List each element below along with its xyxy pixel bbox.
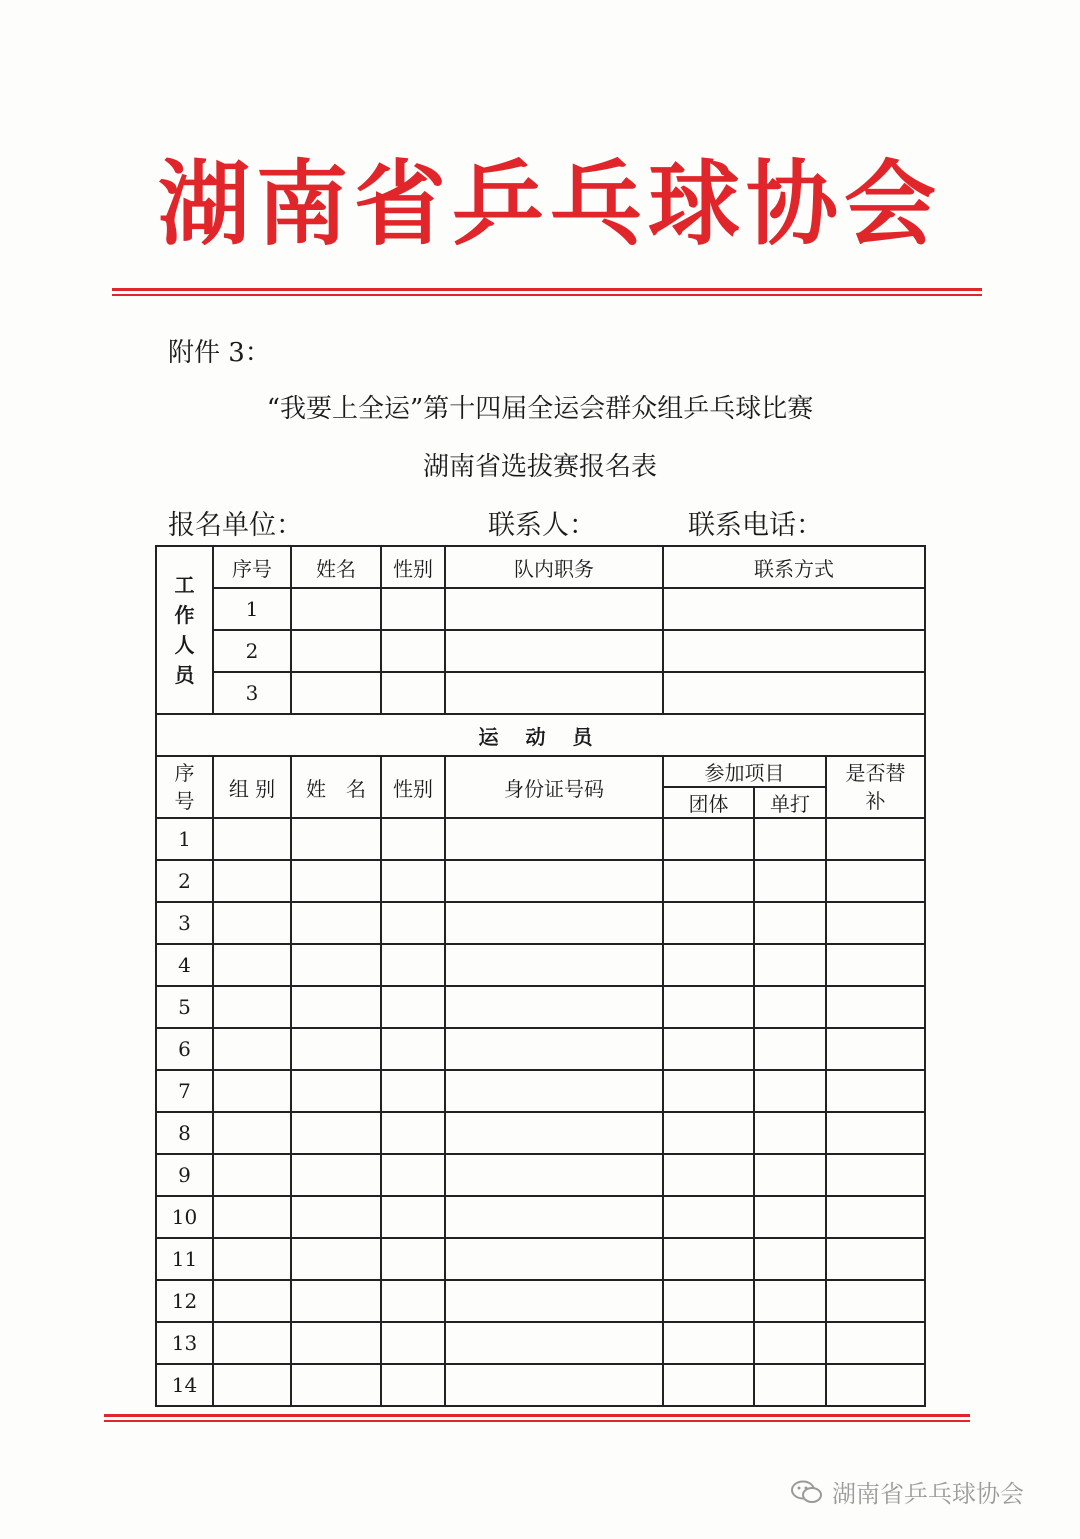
athlete-substitute-cell[interactable] <box>826 1112 925 1154</box>
athlete-row-no: 6 <box>156 1028 213 1070</box>
athlete-gender-cell[interactable] <box>381 986 445 1028</box>
athlete-single-cell[interactable] <box>754 860 826 902</box>
athlete-row <box>156 860 925 902</box>
athlete-team-cell[interactable] <box>663 1028 754 1070</box>
athlete-team-cell[interactable] <box>663 1112 754 1154</box>
athlete-row <box>156 1154 925 1196</box>
athlete-single-cell[interactable] <box>754 1028 826 1070</box>
athlete-single-cell[interactable] <box>754 986 826 1028</box>
staff-row <box>156 630 925 672</box>
athlete-team-cell[interactable] <box>663 1196 754 1238</box>
doc-subtitle: 湖南省选拔赛报名表 <box>422 452 657 482</box>
athlete-group-cell[interactable] <box>213 1280 291 1322</box>
athlete-row <box>156 818 925 860</box>
athlete-substitute-cell[interactable] <box>826 1322 925 1364</box>
athlete-row-no: 5 <box>156 986 213 1028</box>
athletes-section-label: 运 动 员 <box>156 714 925 756</box>
athlete-id-cell[interactable] <box>445 986 663 1028</box>
staff-gender-cell[interactable] <box>381 630 445 672</box>
athlete-row <box>156 986 925 1028</box>
athlete-row-no: 13 <box>156 1322 213 1364</box>
athlete-row <box>156 902 925 944</box>
athlete-row-no: 12 <box>156 1280 213 1322</box>
athlete-team-header: 团体 <box>663 787 754 818</box>
athlete-row-no: 10 <box>156 1196 213 1238</box>
athlete-name-cell[interactable] <box>291 944 381 986</box>
athlete-id-cell[interactable] <box>445 1112 663 1154</box>
athlete-row <box>156 1196 925 1238</box>
athlete-single-cell[interactable] <box>754 944 826 986</box>
athlete-single-cell[interactable] <box>754 1322 826 1364</box>
athlete-id-cell[interactable] <box>445 1196 663 1238</box>
contact-field-label: 联系人： <box>488 510 596 541</box>
staff-row <box>156 588 925 630</box>
athlete-gender-cell[interactable] <box>381 860 445 902</box>
athlete-row-no: 4 <box>156 944 213 986</box>
athlete-id-cell[interactable] <box>445 818 663 860</box>
phone-field-label: 联系电话： <box>688 510 823 541</box>
athlete-row-no: 8 <box>156 1112 213 1154</box>
staff-gender-cell[interactable] <box>381 672 445 714</box>
athlete-name-cell[interactable] <box>291 1364 381 1406</box>
unit-field-label: 报名单位： <box>168 510 303 541</box>
athlete-substitute-cell[interactable] <box>826 944 925 986</box>
athlete-id-cell[interactable] <box>445 1070 663 1112</box>
athlete-row-no: 7 <box>156 1070 213 1112</box>
athlete-gender-cell[interactable] <box>381 1070 445 1112</box>
athlete-gender-cell[interactable] <box>381 1196 445 1238</box>
athlete-group-cell[interactable] <box>213 986 291 1028</box>
athlete-single-cell[interactable] <box>754 1238 826 1280</box>
athlete-name-cell[interactable] <box>291 1154 381 1196</box>
athlete-name-cell[interactable] <box>291 1112 381 1154</box>
athlete-single-cell[interactable] <box>754 902 826 944</box>
athlete-group-cell[interactable] <box>213 1196 291 1238</box>
athlete-single-cell[interactable] <box>754 1364 826 1406</box>
athlete-group-cell[interactable] <box>213 1070 291 1112</box>
athlete-no-header: 序 号 <box>156 756 213 818</box>
staff-name-cell[interactable] <box>291 588 381 630</box>
doc-title: “我要上全运”第十四届全运会群众组乒乓球比赛 <box>266 394 814 424</box>
athlete-substitute-cell[interactable] <box>826 902 925 944</box>
athlete-name-cell[interactable] <box>291 1196 381 1238</box>
athlete-gender-cell[interactable] <box>381 902 445 944</box>
athlete-id-header: 身份证号码 <box>445 756 663 818</box>
athlete-name-header: 姓 名 <box>291 756 381 818</box>
athlete-single-header: 单打 <box>754 787 826 818</box>
athlete-gender-cell[interactable] <box>381 818 445 860</box>
staff-contact-cell[interactable] <box>663 630 925 672</box>
athlete-team-cell[interactable] <box>663 1070 754 1112</box>
athlete-id-cell[interactable] <box>445 1154 663 1196</box>
athlete-gender-cell[interactable] <box>381 1322 445 1364</box>
athlete-name-cell[interactable] <box>291 986 381 1028</box>
staff-row <box>156 672 925 714</box>
athlete-group-cell[interactable] <box>213 944 291 986</box>
athlete-row-no: 9 <box>156 1154 213 1196</box>
athlete-row <box>156 1364 925 1406</box>
athlete-id-cell[interactable] <box>445 860 663 902</box>
staff-role-cell[interactable] <box>445 588 663 630</box>
athlete-group-cell[interactable] <box>213 860 291 902</box>
athlete-substitute-cell[interactable] <box>826 986 925 1028</box>
athlete-name-cell[interactable] <box>291 1280 381 1322</box>
athlete-row-no: 2 <box>156 860 213 902</box>
athlete-substitute-cell[interactable] <box>826 1154 925 1196</box>
wechat-icon <box>790 1480 824 1504</box>
athlete-gender-cell[interactable] <box>381 1364 445 1406</box>
athlete-team-cell[interactable] <box>663 1364 754 1406</box>
athlete-row <box>156 1028 925 1070</box>
staff-no-header: 序号 <box>213 546 291 588</box>
staff-gender-header: 性别 <box>381 546 445 588</box>
staff-contact-cell[interactable] <box>663 588 925 630</box>
header-rule-thick <box>112 288 982 291</box>
athlete-row <box>156 1238 925 1280</box>
athlete-name-cell[interactable] <box>291 902 381 944</box>
athlete-group-cell[interactable] <box>213 1322 291 1364</box>
athlete-gender-header: 性别 <box>381 756 445 818</box>
watermark <box>790 1474 1024 1509</box>
athlete-group-cell[interactable] <box>213 1154 291 1196</box>
athlete-substitute-cell[interactable] <box>826 1070 925 1112</box>
staff-role-cell[interactable] <box>445 630 663 672</box>
athlete-substitute-cell[interactable] <box>826 818 925 860</box>
staff-role-cell[interactable] <box>445 672 663 714</box>
athlete-row-no: 11 <box>156 1238 213 1280</box>
athlete-single-cell[interactable] <box>754 1280 826 1322</box>
athletes-section-row <box>156 714 925 756</box>
athlete-name-cell[interactable] <box>291 1070 381 1112</box>
athlete-team-cell[interactable] <box>663 1238 754 1280</box>
athlete-single-cell[interactable] <box>754 818 826 860</box>
athlete-row <box>156 944 925 986</box>
watermark-text: 湖南省乒乓球协会 <box>832 1480 1024 1508</box>
staff-row-no: 2 <box>213 630 291 672</box>
athlete-id-cell[interactable] <box>445 1322 663 1364</box>
staff-row-no: 3 <box>213 672 291 714</box>
athlete-gender-cell[interactable] <box>381 1028 445 1070</box>
athlete-single-cell[interactable] <box>754 1196 826 1238</box>
athlete-group-cell[interactable] <box>213 1364 291 1406</box>
athlete-group-header: 组 别 <box>213 756 291 818</box>
athlete-name-cell[interactable] <box>291 1028 381 1070</box>
athlete-group-cell[interactable] <box>213 902 291 944</box>
athlete-substitute-cell[interactable] <box>826 860 925 902</box>
athlete-row <box>156 1322 925 1364</box>
staff-contact-header: 联系方式 <box>663 546 925 588</box>
footer-rule-thick <box>104 1414 970 1417</box>
athlete-team-cell[interactable] <box>663 944 754 986</box>
athlete-single-cell[interactable] <box>754 1112 826 1154</box>
staff-role-header: 队内职务 <box>445 546 663 588</box>
footer-rule-thin <box>104 1420 970 1422</box>
athlete-group-cell[interactable] <box>213 818 291 860</box>
athlete-team-cell[interactable] <box>663 818 754 860</box>
athlete-gender-cell[interactable] <box>381 1112 445 1154</box>
athletes-header-row <box>156 756 925 787</box>
staff-header-row <box>156 546 925 588</box>
athlete-team-cell[interactable] <box>663 1322 754 1364</box>
staff-name-cell[interactable] <box>291 630 381 672</box>
athlete-substitute-cell[interactable] <box>826 1028 925 1070</box>
athlete-gender-cell[interactable] <box>381 1154 445 1196</box>
athlete-team-cell[interactable] <box>663 860 754 902</box>
athlete-row-no: 1 <box>156 818 213 860</box>
athlete-substitute-header: 是否替 补 <box>826 756 925 818</box>
athlete-row <box>156 1280 925 1322</box>
athlete-substitute-cell[interactable] <box>826 1196 925 1238</box>
athlete-id-cell[interactable] <box>445 1280 663 1322</box>
athlete-team-cell[interactable] <box>663 1280 754 1322</box>
org-masthead: 湖南省乒乓球协会 <box>157 151 942 258</box>
athlete-team-cell[interactable] <box>663 902 754 944</box>
staff-contact-cell[interactable] <box>663 672 925 714</box>
athlete-single-cell[interactable] <box>754 1154 826 1196</box>
header-rule-thin <box>112 294 982 296</box>
athlete-name-cell[interactable] <box>291 1322 381 1364</box>
staff-row-no: 1 <box>213 588 291 630</box>
athlete-id-cell[interactable] <box>445 1028 663 1070</box>
registration-table <box>155 545 926 1407</box>
staff-section-label: 工 作 人 员 <box>156 546 213 714</box>
athlete-name-cell[interactable] <box>291 1238 381 1280</box>
athlete-group-cell[interactable] <box>213 1238 291 1280</box>
athlete-substitute-cell[interactable] <box>826 1280 925 1322</box>
athlete-group-cell[interactable] <box>213 1028 291 1070</box>
athlete-id-cell[interactable] <box>445 1238 663 1280</box>
athlete-team-cell[interactable] <box>663 1154 754 1196</box>
athlete-gender-cell[interactable] <box>381 944 445 986</box>
athlete-single-cell[interactable] <box>754 1070 826 1112</box>
attachment-label: 附件 3： <box>168 338 271 368</box>
athlete-events-header: 参加项目 <box>663 756 826 787</box>
athlete-team-cell[interactable] <box>663 986 754 1028</box>
staff-name-cell[interactable] <box>291 672 381 714</box>
athlete-row-no: 3 <box>156 902 213 944</box>
staff-name-header: 姓名 <box>291 546 381 588</box>
athlete-id-cell[interactable] <box>445 1364 663 1406</box>
athlete-substitute-cell[interactable] <box>826 1364 925 1406</box>
athlete-gender-cell[interactable] <box>381 1238 445 1280</box>
staff-gender-cell[interactable] <box>381 588 445 630</box>
athlete-id-cell[interactable] <box>445 902 663 944</box>
athlete-name-cell[interactable] <box>291 860 381 902</box>
athlete-row <box>156 1070 925 1112</box>
athlete-group-cell[interactable] <box>213 1112 291 1154</box>
athlete-gender-cell[interactable] <box>381 1280 445 1322</box>
athlete-name-cell[interactable] <box>291 818 381 860</box>
athlete-row-no: 14 <box>156 1364 213 1406</box>
athlete-substitute-cell[interactable] <box>826 1238 925 1280</box>
athlete-row <box>156 1112 925 1154</box>
athlete-rows <box>156 818 925 1406</box>
athlete-id-cell[interactable] <box>445 944 663 986</box>
